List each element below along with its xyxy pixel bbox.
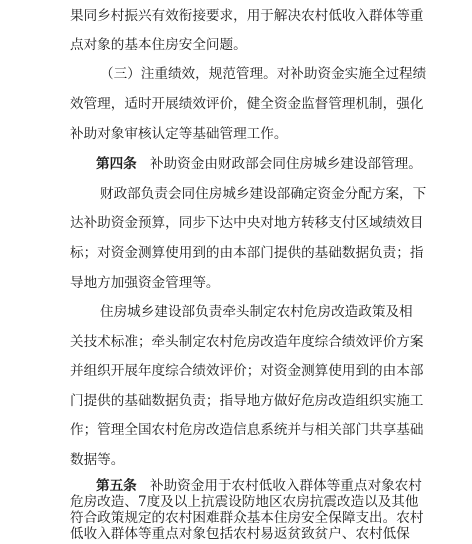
paragraph-text: 住房城乡建设部负责牵头制定农村危房改造政策及相 <box>100 304 413 320</box>
paragraph-text: 导地方加强资金管理等。 <box>70 275 220 291</box>
text-line <box>0 302 472 322</box>
paragraph-text: 低收入群体等重点对象包括农村易返贫致贫户、农村低保 <box>70 526 410 542</box>
paragraph-text: 效管理，适时开展绩效评价，健全资金监督管理机制，强化 <box>70 96 424 112</box>
text-line <box>0 524 472 544</box>
paragraph-text: 补助资金由财政部会同住房城乡建设部管理。 <box>150 156 422 172</box>
paragraph-text: 并组织开展年度综合绩效评价；对资金测算使用到的由本部 <box>70 363 424 379</box>
text-line <box>0 332 472 352</box>
paragraph-text: 标；对资金测算使用到的由本部门提供的基础数据负责；指 <box>70 245 424 261</box>
text-line <box>0 213 472 233</box>
paragraph-text: 作；管理全国农村危房改造信息系统并与相关部门共享基础 <box>70 422 424 438</box>
text-line <box>0 64 472 84</box>
paragraph-text: 危房改造、7度及以上抗震设防地区农房抗震改造以及其他 <box>70 494 419 510</box>
text-line <box>0 450 472 470</box>
article-5-label: 第五条 <box>96 478 137 494</box>
paragraph-text: 果同乡村振兴有效衔接要求，用于解决农村低收入群体等重 <box>70 8 424 24</box>
paragraph-text: 符合政策规定的农村困难群众基本住房安全保障支出。农村 <box>70 510 424 526</box>
paragraph-text: 补助对象审核认定等基础管理工作。 <box>70 126 288 142</box>
text-line <box>0 94 472 114</box>
text-line <box>0 243 472 263</box>
paragraph-text: 门提供的基础数据负责；指导地方做好危房改造组织实施工 <box>70 393 424 409</box>
paragraph-text: 点对象的基本住房安全问题。 <box>70 37 247 53</box>
text-line <box>0 124 472 144</box>
paragraph-text: 数据等。 <box>70 452 125 468</box>
text-line <box>0 6 472 26</box>
paragraph-text: 补助资金用于农村低收入群体等重点对象农村 <box>150 478 422 494</box>
article-4-label: 第四条 <box>96 156 137 172</box>
text-line <box>0 391 472 411</box>
paragraph-text: （三）注重绩效，规范管理。对补助资金实施全过程绩 <box>100 66 427 82</box>
text-line <box>0 184 472 204</box>
paragraph-text: 达补助资金预算，同步下达中央对地方转移支付区域绩效目 <box>70 215 424 231</box>
paragraph-text: 财政部负责会同住房城乡建设部确定资金分配方案，下 <box>100 186 427 202</box>
text-line <box>0 154 472 174</box>
paragraph-text: 关技术标准；牵头制定农村危房改造年度综合绩效评价方案 <box>70 334 424 350</box>
text-line <box>0 420 472 440</box>
text-line <box>0 35 472 55</box>
text-line <box>0 361 472 381</box>
text-line <box>0 273 472 293</box>
